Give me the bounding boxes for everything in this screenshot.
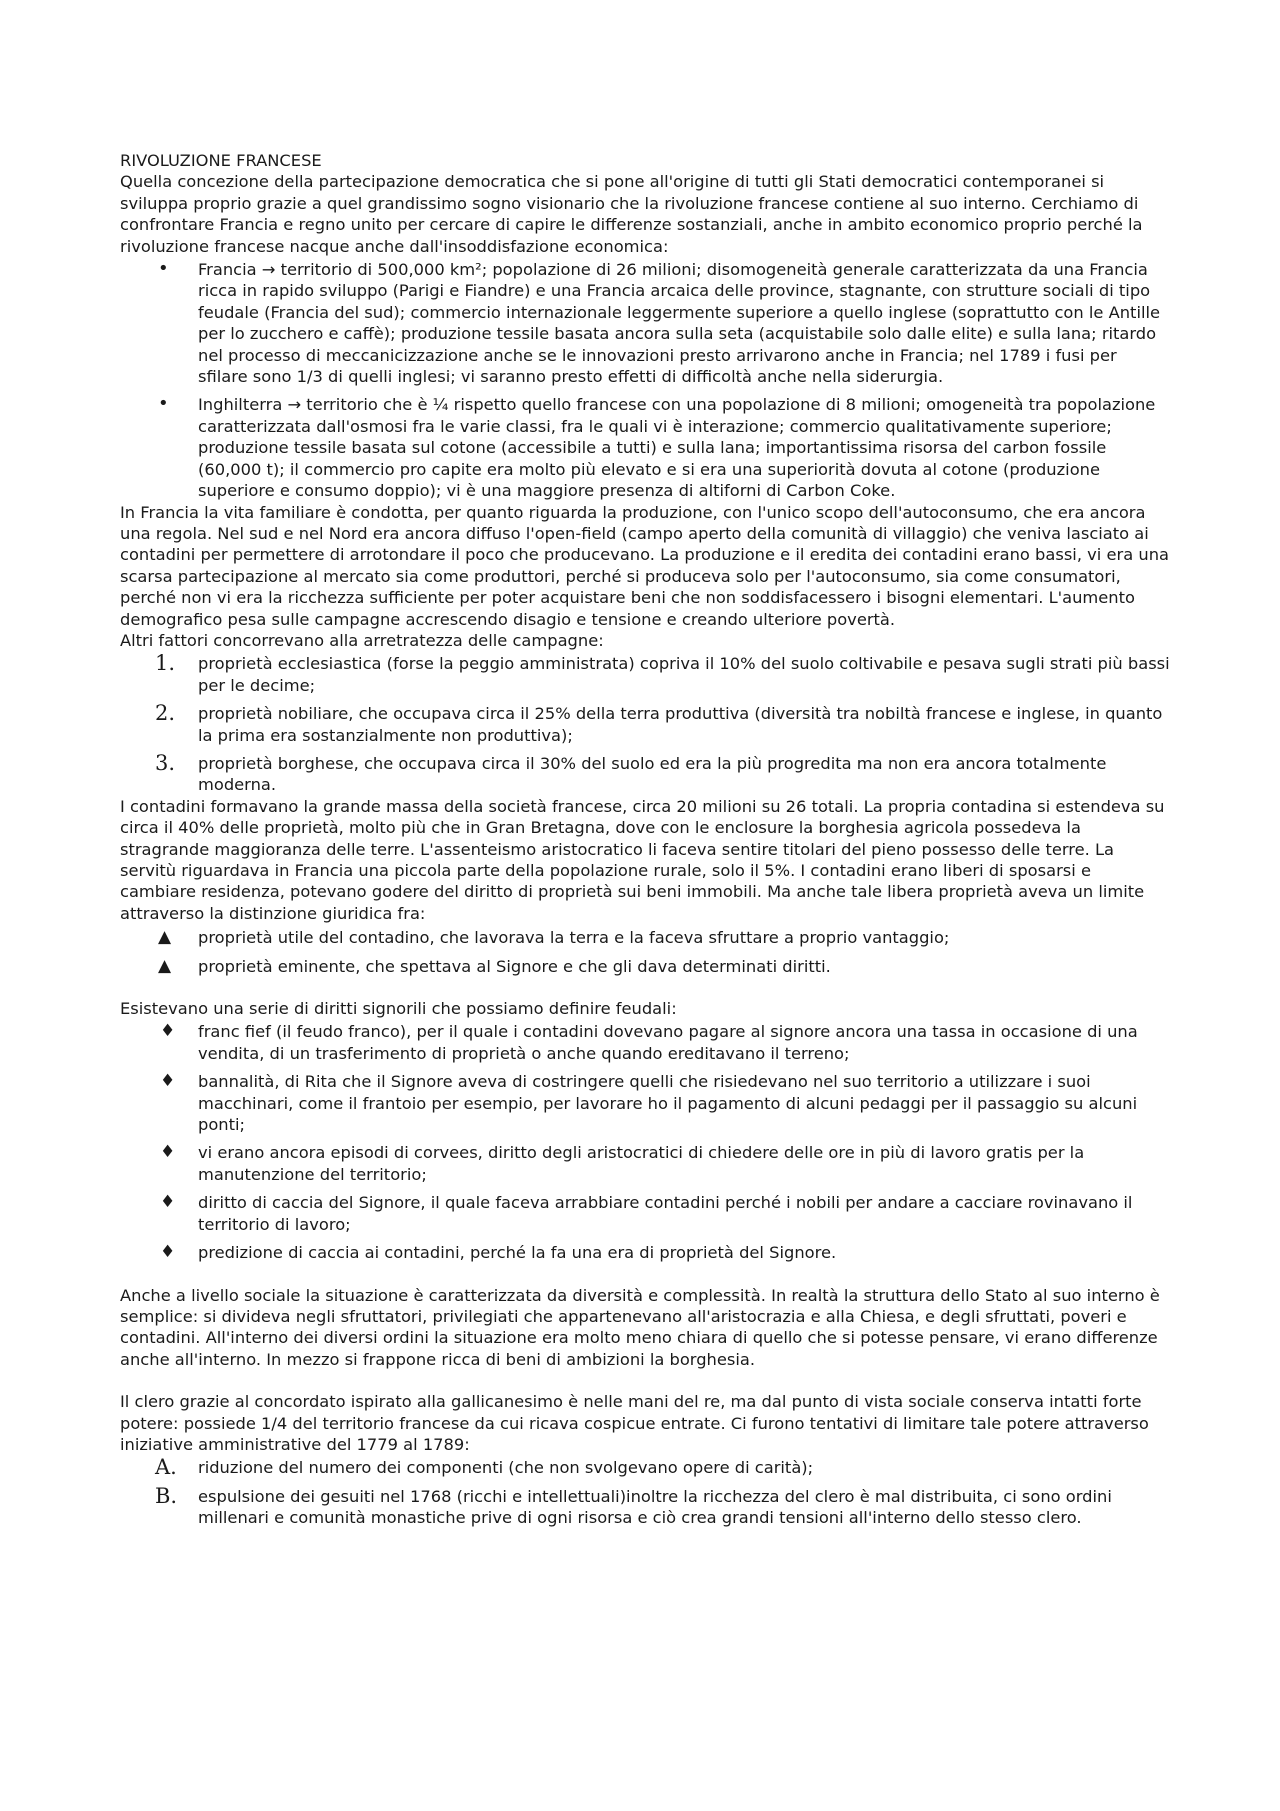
family-paragraph: In Francia la vita familiare è condotta, per quanto riguarda la produzione, con l'unico scopo dell'autoconsumo, che era ancora una regola. Nel sud e nel Nord era ancora diffuso l'open-field (campo aperto della comunità di villaggio) che veniva lasciato ai contadini per permettere di arrotondare il poco che producevano. La produzione e il eredita dei contadini erano bassi, vi era una scarsa partecipazione al mercato sia come produttori, perché si produceva solo per l'autoconsumo, sia come consumatori, perché non vi era la ricchezza sufficiente per poter acquistare beni che non soddisfacessero i bisogni elementari. L'aumento demografico pesa sulle campagne accrescendo disagio e tensione e creando ulteriore povertà. <box>120 502 1169 629</box>
list-item-text: diritto di caccia del Signore, il quale faceva arrabbiare contadini perché i nobili per andare a cacciare rovinavano il territorio di lavoro; <box>198 1193 1133 1234</box>
bullet-marker: • <box>158 258 169 280</box>
list-item-text: espulsione dei gesuiti nel 1768 (ricchi e intellettuali)inoltre la ricchezza del clero è mal distribuita, ci sono ordini millenari e comunità monastiche prive di ogni risorsa e ciò crea grandi tensioni all'interno dello stesso clero. <box>198 1486 1112 1528</box>
letter-marker: B. <box>155 1483 178 1508</box>
list-item-jesuit-expulsion <box>120 1483 1170 1529</box>
list-item-text: riduzione del numero dei componenti (che non svolgevano opere di carità); <box>198 1458 814 1478</box>
list-item-bannalita <box>120 1071 1170 1135</box>
spacer <box>120 1370 1170 1391</box>
list-item-reduction <box>120 1457 1170 1478</box>
spacer <box>120 977 1170 998</box>
list-item-text: proprietà nobiliare, che occupava circa il 25% della terra produttiva (diversità tra nobiltà francese e inglese, in quanto la prima era sostanzialmente non produttiva); <box>198 704 1163 745</box>
list-item-text: proprietà utile del contadino, che lavorava la terra e la faceva sfruttare a proprio vantaggio; <box>198 928 950 948</box>
list-item-text: vi erano ancora episodi di corvees, diritto degli aristocratici di chiedere delle ore in più di lavoro gratis per la manutenzione del territorio; <box>198 1143 1085 1184</box>
rights-intro: Esistevano una serie di diritti signorili che possiamo definire feudali: <box>120 999 677 1019</box>
factors-intro: Altri fattori concorrevano alla arretratezza delle campagne: <box>120 630 604 650</box>
diamond-icon: ♦ <box>160 1242 176 1263</box>
list-item-france <box>120 259 1170 387</box>
list-item-hunting-right <box>120 1192 1170 1235</box>
clergy-paragraph: Il clero grazie al concordato ispirato alla gallicanesimo è nelle mani del re, ma dal punto di vista sociale conserva intatti forte potere: possiede 1/4 del territorio francese da cui ricava cospicue entrate. Ci furono tentativi di limitare tale potere attraverso iniziative amministrative del 1779 al 1789: <box>120 1392 1149 1454</box>
list-item-text: proprietà borghese, che occupava circa il 30% del suolo ed era la più progredita ma non era ancora totalmente moderna. <box>198 753 1107 795</box>
peasants-paragraph: I contadini formavano la grande massa della società francese, circa 20 milioni su 26 totali. La propria contadina si estendeva su circa il 40% delle proprietà, molto più che in Gran Bretagna, dove con le enclosure la borghesia agricola possedeva la stragrande maggioranza delle terre. L'assenteismo aristocratico li faceva sentire titolari del pieno possesso delle terre. La servitù riguardava in Francia una piccola parte della popolazione rurale, solo il 5%. I contadini erano liberi di sposarsi e cambiare residenza, potevano godere del diritto di proprietà sui beni immobili. Ma anche tale libera proprietà aveva un limite attraverso la distinzione giuridica fra: <box>120 796 1165 923</box>
list-item-text: predizione di caccia ai contadini, perché la fa una era di proprietà del Signore. <box>198 1243 837 1263</box>
feudal-rights-list <box>120 1021 1170 1263</box>
number-marker: 1. <box>155 651 176 676</box>
list-item-text: Inghilterra → territorio che è ¼ rispetto quello francese con una popolazione di 8 milioni; omogeneità tra popolazione caratterizzata dall'osmosi fra le varie classi, fra le quali vi è interazione; commercio qualitativamente superiore; produzione tessile basata sul cotone (accessibile a tutti) e sulla lana; importantissima risorsa del carbon fossile (60,000 t); il commercio pro capite era molto più elevato e si era una superiorità dovuta al cotone (produzione superiore e consumo doppio); vi è una maggiore presenza di altiforni di Carbon Coke. <box>198 395 1156 501</box>
property-types-list <box>120 927 1170 977</box>
list-item-text: bannalità, di Rita che il Signore aveva di costringere quelli che risiedevano nel suo territorio a utilizzare i suoi macchinari, come il frantoio per esempio, per lavorare ho il pagamento di alcuni pedaggi per il passaggio su alcuni ponti; <box>198 1072 1138 1135</box>
bullet-marker: • <box>158 393 169 415</box>
list-item-corvees <box>120 1142 1170 1185</box>
comparison-list <box>120 259 1170 501</box>
triangle-icon: ▲ <box>158 955 172 976</box>
document-title: RIVOLUZIONE FRANCESE <box>120 151 322 170</box>
list-item-noble <box>120 703 1170 746</box>
list-item-useful-property <box>120 927 1170 948</box>
diamond-icon: ♦ <box>160 1021 176 1042</box>
list-item-text: proprietà eminente, che spettava al Signore e che gli dava determinati diritti. <box>198 956 831 976</box>
number-marker: 3. <box>155 750 176 775</box>
list-item-text: proprietà ecclesiastica (forse la peggio amministrata) copriva il 10% del suolo coltivabile e pesava sugli strati più bassi per le decime; <box>198 654 1170 695</box>
document-page <box>120 150 1170 1529</box>
factors-list <box>120 653 1170 795</box>
list-item-hunting-ban <box>120 1242 1170 1263</box>
list-item-text: Francia → territorio di 500,000 km²; popolazione di 26 milioni; disomogeneità generale caratterizzata da una Francia ricca in rapido sviluppo (Parigi e Fiandre) e una Francia arcaica delle province, stagnante, con strutture sociali di tipo feudale (Francia del sud); commercio internazionale leggermente superiore a quello inglese (soprattutto con le Antille per lo zucchero e caffè); produzione tessile basata ancora sulla seta (acquistabile solo dalle elite) e sulla lana; ritardo nel processo di meccanicizzazione anche se le innovazioni presto arrivarono anche in Francia; nel 1789 i fusi per sfilare sono 1/3 di quelli inglesi; vi saranno presto effetti di difficoltà anche nella siderurgia. <box>198 260 1161 387</box>
letter-marker: A. <box>155 1455 177 1480</box>
list-item-franc-fief <box>120 1021 1170 1064</box>
list-item-text: franc fief (il feudo franco), per il quale i contadini dovevano pagare al signore ancora una tassa in occasione di una vendita, di un trasferimento di proprietà o anche quando ereditavano il terreno; <box>198 1022 1138 1063</box>
number-marker: 2. <box>155 701 176 726</box>
social-paragraph: Anche a livello sociale la situazione è caratterizzata da diversità e complessità. In realtà la struttura dello Stato al suo interno è semplice: si divideva negli sfruttatori, privilegiati che appartenevano all'aristocrazia e alla Chiesa, e degli sfruttati, poveri e contadini. All'interno dei diversi ordini la situazione era molto meno chiara di quello che si potesse pensare, vi erano differenze anche all'interno. In mezzo si frappone ricca di beni di ambizioni la borghesia. <box>120 1285 1160 1369</box>
list-item-ecclesiastical <box>120 653 1170 696</box>
triangle-icon: ▲ <box>158 927 172 948</box>
diamond-icon: ♦ <box>160 1071 176 1092</box>
diamond-icon: ♦ <box>160 1142 176 1163</box>
clergy-measures-list <box>120 1457 1170 1528</box>
list-item-bourgeois <box>120 750 1170 796</box>
intro-paragraph: Quella concezione della partecipazione democratica che si pone all'origine di tutti gli Stati democratici contemporanei si sviluppa proprio grazie a quel grandissimo sogno visionario che la rivoluzione francese contiene al suo interno. Cerchiamo di confrontare Francia e regno unito per cercare di capire le differenze sostanziali, anche in ambito economico proprio perché la rivoluzione francese nacque anche dall'insoddisfazione economica: <box>120 172 1143 256</box>
list-item-england <box>120 394 1170 501</box>
diamond-icon: ♦ <box>160 1192 176 1213</box>
spacer <box>120 1264 1170 1285</box>
list-item-eminent-property <box>120 956 1170 977</box>
